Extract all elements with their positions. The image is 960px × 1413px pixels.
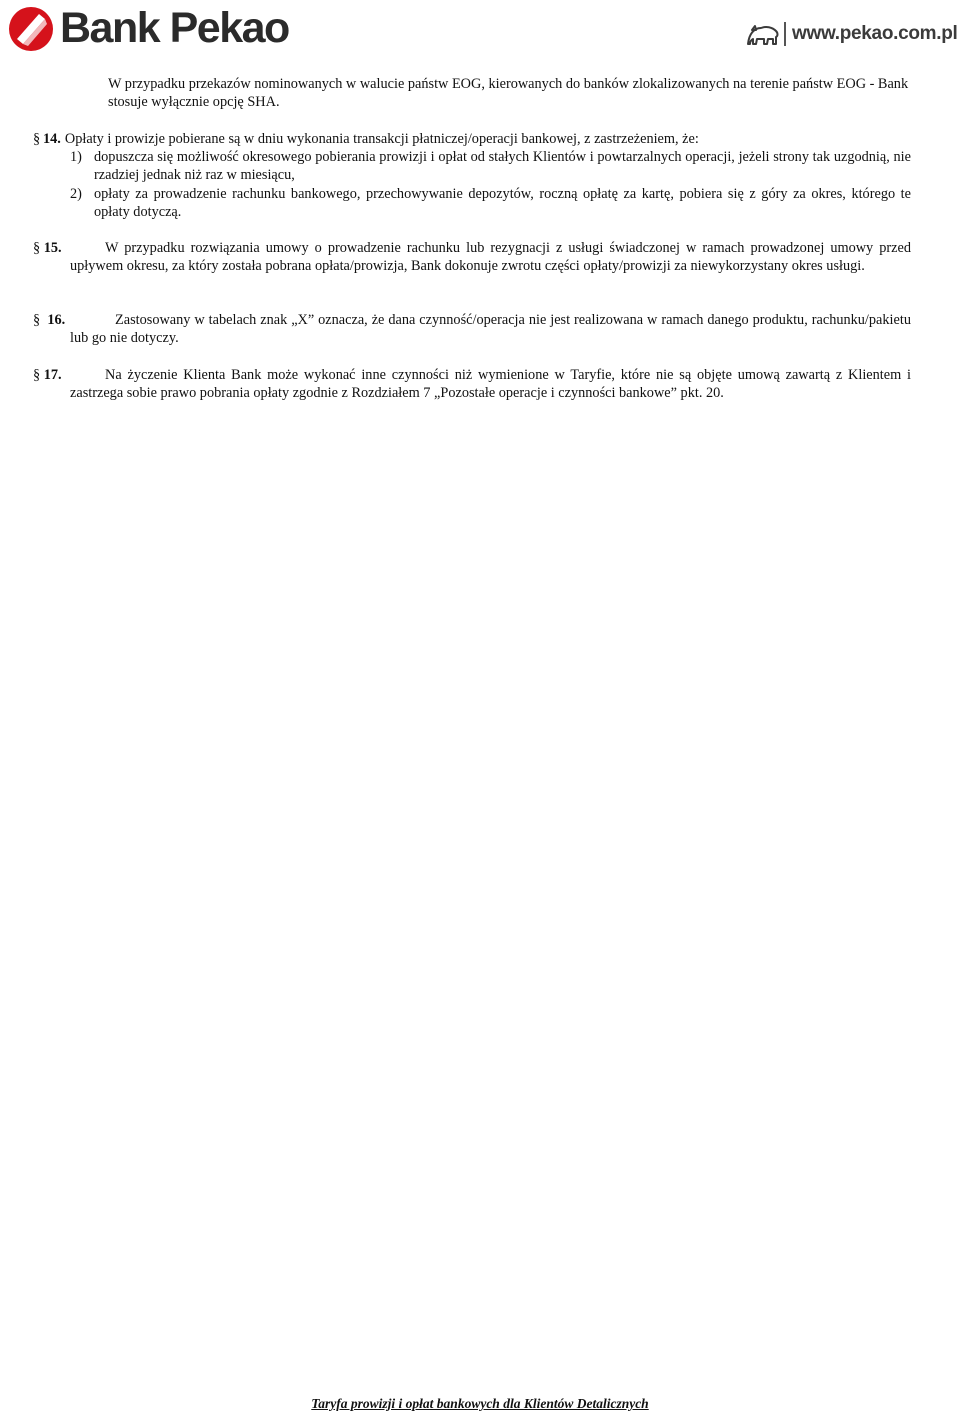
section-16-text: Zastosowany w tabelach znak „X” oznacza, że dana czynność/operacja nie jest realizowana w ramach danego produktu, rachunku/pakietu lub go nie dotyczy.: [70, 312, 911, 347]
page-footer: Taryfa prowizji i opłat bankowych dla Klientów Detalicznych: [311, 1396, 649, 1411]
section-14-number: 14.: [43, 131, 61, 147]
section-17-text: Na życzenie Klienta Bank może wykonać inne czynności niż wymienione w Taryfie, które nie są objęte umową zawartą z Klientem i zastrzega sobie prawo pobrania opłaty zgodnie z Rozdziałem 7 „Pozostałe operacje i czynności bankowe” pkt. 20.: [70, 367, 911, 402]
header-divider: [784, 22, 786, 46]
section-14-list: [70, 148, 911, 221]
list-item-index: 2): [70, 185, 82, 202]
brand-name: Bank Pekao: [60, 4, 289, 52]
bank-logo-icon: [8, 6, 54, 52]
section-15-number: 15.: [43, 240, 62, 256]
section-14-lead: Opłaty i prowizje pobierane są w dniu wykonania transakcji płatniczej/operacji bankowej, z zastrzeżeniem, że:: [64, 131, 699, 147]
section-17-label: [33, 366, 62, 384]
section-17: [33, 366, 911, 402]
section-15: [33, 239, 911, 275]
section-15-text: W przypadku rozwiązania umowy o prowadzenie rachunku lub rezygnacji z usługi świadczonej w ramach prowadzonej umowy przed upływem okresu, za który została pobrana opłata/prowizja, Bank dokonuje zwrotu części opłaty/prowizji za niewykorzystany okres usługi.: [70, 240, 911, 275]
list-item: [70, 185, 911, 221]
section-symbol: §: [33, 367, 41, 383]
section-16-label: [33, 311, 65, 329]
list-item-text: dopuszcza się możliwość okresowego pobierania prowizji i opłat od stałych Klientów i powtarzalnych operacji, jeżeli strony tak uzgodnią, nie rzadziej jednak niż raz w miesiącu,: [94, 149, 911, 184]
section-17-number: 17.: [43, 367, 62, 383]
list-item-text: opłaty za prowadzenie rachunku bankowego, przechowywanie depozytów, roczną opłatę za kartę, pobiera się z góry za okres, którego te opłaty dotyczą.: [94, 185, 911, 220]
section-symbol: §: [33, 240, 41, 256]
site-url: www.pekao.com.pl: [792, 23, 958, 44]
section-symbol: §: [33, 312, 41, 328]
section-15-label: [33, 239, 62, 257]
list-item-index: 1): [70, 149, 82, 166]
intro-paragraph: W przypadku przekazów nominowanych w walucie państw EOG, kierowanych do banków zlokalizowanych na terenie państw EOG - Bank stosuje wyłącznie opcję SHA.: [108, 76, 909, 111]
section-16: [33, 311, 911, 347]
list-item: [70, 148, 911, 184]
section-16-number: 16.: [47, 312, 66, 328]
section-symbol: §: [33, 131, 41, 147]
page-header: [0, 0, 960, 60]
section-14: [33, 130, 911, 221]
section-14-label: [33, 130, 40, 148]
bison-icon: [746, 22, 780, 48]
